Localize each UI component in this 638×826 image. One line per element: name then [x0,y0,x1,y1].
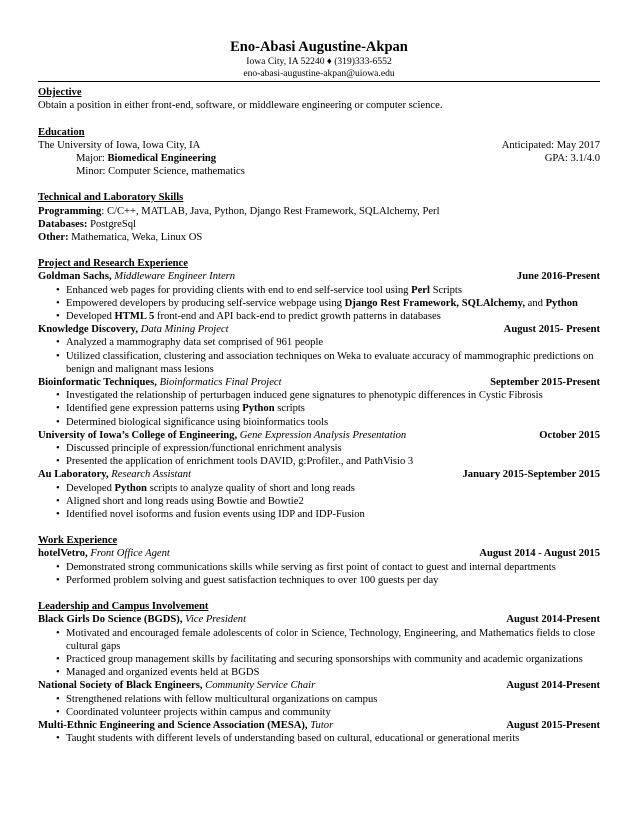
databases-label: Databases: [38,218,88,230]
leadership-item [38,719,600,745]
education-section [38,126,600,179]
project-date: June 2016-Present [516,271,600,283]
leadership-item [38,613,600,679]
objective-text: Obtain a position in either front-end, software, or middleware engineering or computer science. [38,100,443,112]
minor-line: Minor: Computer Science, mathematics [76,166,245,178]
section-title-leadership: Leadership and Campus Involvement [38,601,209,613]
education-school-row [38,139,600,152]
leadership-heading [38,719,600,732]
leadership-org: National Society of Black Engineers, [38,680,203,692]
bullet-keyword: Python [114,482,147,494]
work-date: August 2014 - August 2015 [479,548,600,560]
bullet-item: • Identified novel isoforms and fusion events using IDP and IDP-Fusion [38,508,600,521]
project-item [38,468,600,521]
project-org: University of Iowa’s College of Engineering, [38,429,238,441]
project-role: Gene Expression Analysis Presentation [239,429,407,441]
major-label: Major: [76,153,108,164]
project-bullets [38,284,600,324]
leadership-section [38,600,600,745]
project-date: August 2015- Present [503,324,600,336]
project-bullets [38,389,600,429]
leadership-role: Community Service Chair [205,680,316,692]
project-org: Knowledge Discovery, [38,324,139,336]
bullet-item: • Presented the application of enrichment tools DAVID, g:Profiler., and PathVisio 3 [38,455,600,468]
databases-value: PostgreSql [87,218,136,230]
contact-address: Iowa City, IA 52240 ♦ (319)333-6552 [246,56,392,67]
major-value: Biomedical Engineering [107,153,217,164]
bullet-keyword: Perl [411,284,430,296]
bullet-item: • Motivated and encouraged female adolescents of color in Science, Technology, Engineering, and Mathematics fields to close cultural gaps [38,627,600,653]
project-date: October 2015 [539,429,600,441]
bullet-item: • Utilized classification, clustering and association techniques on Weka to evaluate accuracy of mammographic predictions on benign and malignant mass lesions [38,350,600,376]
work-role: Front Office Agent [90,548,170,560]
project-heading [38,468,600,481]
leadership-date: August 2014-Present [506,614,600,626]
work-heading [38,547,600,560]
bullet-item: • Practiced group management skills by facilitating and securing sponsorships with community and academic organizations [38,653,600,666]
leadership-item [38,679,600,719]
bullet-keyword: Django Rest Framework, SQLAlchemy, [344,297,525,309]
work-org: hotelVetro, [38,548,88,560]
other-value: Mathematica, Weka, Linux OS [68,232,203,244]
leadership-heading [38,613,600,626]
projects-section [38,257,600,521]
skills-programming [38,205,600,218]
bullet-keyword: Python [242,403,275,415]
bullet-text: front-end and API back-end to predict growth patterns in databases [154,311,441,323]
project-org: Goldman Sachs, [38,271,112,283]
other-label: Other: [38,232,69,244]
project-heading [38,429,600,442]
skills-databases [38,218,600,231]
project-heading [38,323,600,336]
bullet-item: • Determined biological significance using bioinformatics tools [38,416,600,429]
bullet-item: • Strengthened relations with fellow multicultural organizations on campus [38,693,600,706]
leadership-bullets [38,693,600,719]
project-heading [38,376,600,389]
bullet-item [38,310,600,323]
section-title-projects: Project and Research Experience [38,258,188,270]
leadership-date: August 2014-Present [506,680,600,692]
project-item [38,323,600,376]
project-role: Middleware Engineer Intern [114,271,236,283]
resume-header [38,38,600,79]
bullet-text: Identified gene expression patterns using [66,403,243,415]
bullet-item: • Coordinated volunteer projects within campus and community [38,706,600,719]
bullet-text: and [524,297,546,309]
project-bullets [38,482,600,522]
bullet-item: • Managed and organized events held at BGDS [38,666,600,679]
bullet-item: • Analyzed a mammography data set comprised of 961 people [38,336,600,349]
project-item [38,270,600,323]
project-role: Bioinformatics Final Project [159,377,282,389]
resume-page [38,38,600,745]
education-major-row [38,152,600,165]
project-bullets [38,336,600,376]
leadership-org: Black Girls Do Science (BGDS), [38,614,183,626]
school-name: The University of Iowa, Iowa City, IA [38,139,201,151]
project-date: January 2015-September 2015 [462,469,600,481]
leadership-role: Vice President [185,614,247,626]
programming-value: : C/C++, MATLAB, Java, Python, Django Rest Framework, SQLAlchemy, Perl [101,205,440,217]
project-role: Data Mining Project [140,324,229,336]
section-title-education: Education [38,126,85,138]
bullet-text: Scripts [429,284,462,296]
bullet-text: Developed [66,482,115,494]
bullet-item: • Performed problem solving and guest satisfaction techniques to over 100 guests per day [38,574,600,587]
project-date: September 2015-Present [490,377,600,389]
leadership-heading [38,679,600,692]
skills-section [38,191,600,244]
leadership-bullets [38,732,600,745]
bullet-item: • Discussed principle of expression/functional enrichment analysis [38,442,600,455]
bullet-text: scripts [274,403,305,415]
bullet-item: • Aligned short and long reads using Bowtie and Bowtie2 [38,495,600,508]
bullet-text: scripts to analyze quality of short and long reads [146,482,355,494]
bullet-keyword: HTML 5 [114,311,155,323]
project-bullets [38,442,600,468]
project-item [38,429,600,469]
anticipated-date: Anticipated: May 2017 [501,139,600,151]
project-heading [38,270,600,283]
bullet-text: Empowered developers by producing self-service webpage using [66,297,345,309]
bullet-item: • Investigated the relationship of perturbagen induced gene signatures to phenotypic differences in Cystic Fibrosis [38,389,600,402]
contact-email: eno-abasi-augustine-akpan@uiowa.edu [243,67,395,79]
header-divider [38,81,600,82]
bullet-item: • Demonstrated strong communications skills while serving as first point of contact to guest and internal departments [38,561,600,574]
project-item [38,376,600,429]
bullet-text: Enhanced web pages for providing clients with end to end self-service tool using [66,284,412,296]
skills-other [38,231,600,244]
applicant-name: Eno-Abasi Augustine-Akpan [230,39,408,55]
programming-label: Programming [38,205,102,217]
leadership-role: Tutor [310,719,334,731]
bullet-item [38,284,600,297]
leadership-date: August 2015-Present [506,719,600,731]
bullet-item: • Taught students with different levels of understanding based on cultural, educational or generational merits [38,732,600,745]
gpa: GPA: 3.1/4.0 [544,153,600,164]
major-line [76,152,216,165]
project-org: Bioinformatic Techniques, [38,377,157,389]
bullet-item [38,402,600,415]
work-section [38,534,600,587]
bullet-item [38,482,600,495]
objective-section [38,86,600,112]
leadership-bullets [38,627,600,680]
work-bullets [38,561,600,587]
section-title-objective: Objective [38,87,82,99]
project-org: Au Laboratory, [38,469,109,481]
bullet-item [38,297,600,310]
leadership-org: Multi-Ethnic Engineering and Science Association (MESA), [38,719,308,731]
section-title-work: Work Experience [38,535,118,547]
project-role: Research Assistant [111,469,192,481]
section-title-skills: Technical and Laboratory Skills [38,192,184,204]
bullet-text: Developed [66,311,115,323]
bullet-keyword: Python [545,297,578,309]
